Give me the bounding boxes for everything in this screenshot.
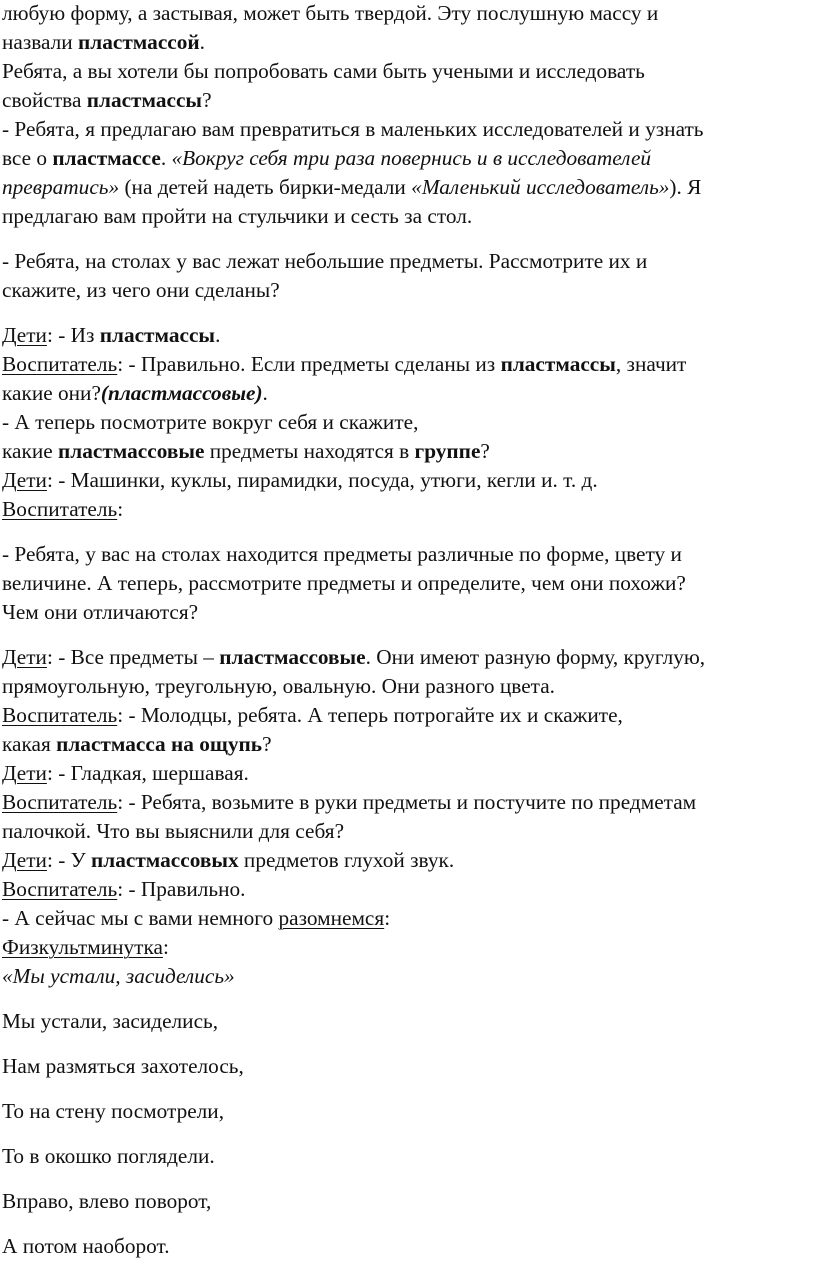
- text-line: [2, 1053, 244, 1079]
- text-run: :: [162, 935, 169, 959]
- text-run: группе: [414, 439, 481, 463]
- text-run: предлагаю вам пройти на стульчики и сесть за стол.: [2, 204, 473, 228]
- text-run: . Они имеют разную форму, круглую,: [365, 645, 706, 669]
- text-line: [2, 541, 682, 567]
- text-run: пластмассы: [99, 323, 216, 347]
- text-run: Дети: [2, 761, 47, 785]
- text-line: [2, 644, 705, 670]
- text-run: - Ребята, я предлагаю вам превратиться в маленьких исследователей и узнать: [2, 117, 704, 141]
- text-run: А потом наоборот.: [2, 1234, 170, 1258]
- text-run: прямоугольную, треугольную, овальную. Они разного цвета.: [2, 674, 555, 698]
- text-run: свойства: [2, 88, 87, 112]
- text-run: пластмассы: [86, 88, 203, 112]
- text-run: Вправо, влево поворот,: [2, 1189, 212, 1213]
- text-run: Воспитатель: [2, 497, 118, 521]
- text-run: : - Из: [46, 323, 100, 347]
- text-run: превратись»: [2, 175, 120, 199]
- text-run: То на стену посмотрели,: [2, 1099, 225, 1123]
- text-run: Дети: [2, 645, 47, 669]
- text-run: , значит: [615, 352, 687, 376]
- text-line: [2, 87, 212, 113]
- text-line: [2, 963, 235, 989]
- text-run: - Ребята, у вас на столах находится предметы различные по форме, цвету и: [2, 542, 682, 566]
- text-run: палочкой. Что вы выяснили для себя?: [2, 819, 345, 843]
- text-line: [2, 409, 418, 435]
- text-run: : - Правильно. Если предметы сделаны из: [117, 352, 501, 376]
- text-run: Воспитатель: [2, 790, 118, 814]
- text-run: .: [199, 30, 205, 54]
- text-line: [2, 1233, 170, 1259]
- text-run: «Мы устали, засиделись»: [2, 964, 235, 988]
- text-line: [2, 380, 268, 406]
- text-line: [2, 1098, 224, 1124]
- text-line: [2, 29, 205, 55]
- text-run: ?: [262, 732, 272, 756]
- text-run: пластмассе: [52, 146, 161, 170]
- text-line: [2, 760, 249, 786]
- text-run: Чем они отличаются?: [2, 600, 199, 624]
- text-run: Физкультминутка: [2, 935, 163, 959]
- text-run: предметы находятся в: [204, 439, 415, 463]
- text-line: [2, 1188, 211, 1214]
- text-run: какие они?: [2, 381, 101, 405]
- text-run: величине. А теперь, рассмотрите предметы и определите, чем они похожи?: [2, 571, 686, 595]
- text-run: назвали: [2, 30, 79, 54]
- text-run: какие: [2, 439, 58, 463]
- text-run: ?: [480, 439, 490, 463]
- text-line: [2, 277, 280, 303]
- text-line: [2, 570, 686, 596]
- text-line: [2, 438, 490, 464]
- text-line: [2, 818, 344, 844]
- text-run: пластмассовые: [219, 645, 366, 669]
- text-run: :: [384, 906, 391, 930]
- text-run: То в окошко поглядели.: [2, 1144, 215, 1168]
- text-run: Дети: [2, 468, 47, 492]
- text-line: [2, 145, 651, 171]
- text-run: : - Машинки, куклы, пирамидки, посуда, утюги, кегли и. т. д.: [46, 468, 598, 492]
- text-run: пластмассовых: [91, 848, 239, 872]
- text-line: [2, 467, 598, 493]
- text-run: (пластмассовые): [100, 381, 263, 405]
- text-run: пластмассы: [500, 352, 616, 376]
- text-run: любую форму, а застывая, может быть твердой. Эту послушную массу и: [2, 1, 659, 25]
- text-run: Воспитатель: [2, 352, 118, 376]
- text-run: .: [215, 323, 221, 347]
- text-run: Воспитатель: [2, 703, 118, 727]
- text-line: [2, 203, 472, 229]
- text-run: «Маленький исследователь»: [411, 175, 670, 199]
- text-line: [2, 248, 647, 274]
- text-line: [2, 905, 390, 931]
- text-line: [2, 116, 704, 142]
- text-run: «Вокруг себя три раза повернись и в исследователей: [171, 146, 652, 170]
- text-run: разомнемся: [278, 906, 385, 930]
- text-line: [2, 731, 272, 757]
- text-line: [2, 322, 220, 348]
- text-run: .: [262, 381, 268, 405]
- text-line: [2, 789, 696, 815]
- text-run: - А сейчас мы с вами немного: [2, 906, 279, 930]
- text-line: [2, 876, 246, 902]
- text-run: : - Молодцы, ребята. А теперь потрогайте их и скажите,: [117, 703, 623, 727]
- text-line: [2, 934, 169, 960]
- text-run: (на детей надеть бирки-медали: [119, 175, 412, 199]
- text-run: : - Все предметы –: [46, 645, 220, 669]
- text-line: [2, 1143, 215, 1169]
- text-line: [2, 496, 123, 522]
- text-run: Дети: [2, 848, 47, 872]
- text-run: предметов глухой звук.: [238, 848, 455, 872]
- text-run: .: [160, 146, 172, 170]
- text-run: Ребята, а вы хотели бы попробовать сами быть учеными и исследовать: [2, 59, 645, 83]
- text-line: [2, 351, 686, 377]
- text-run: скажите, из чего они сделаны?: [2, 278, 280, 302]
- text-run: - Ребята, на столах у вас лежат небольшие предметы. Рассмотрите их и: [2, 249, 648, 273]
- text-run: : - Гладкая, шершавая.: [46, 761, 249, 785]
- text-run: Воспитатель: [2, 877, 118, 901]
- text-run: все о: [2, 146, 53, 170]
- text-line: [2, 673, 555, 699]
- text-line: [2, 174, 701, 200]
- text-run: пластмассовые: [58, 439, 205, 463]
- text-line: [2, 599, 198, 625]
- text-run: пластмассой: [78, 30, 200, 54]
- text-run: Дети: [2, 323, 47, 347]
- text-run: какая: [2, 732, 57, 756]
- text-run: пластмасса на ощупь: [56, 732, 263, 756]
- text-run: Нам размяться захотелось,: [2, 1054, 244, 1078]
- text-run: : - У: [46, 848, 92, 872]
- text-line: [2, 847, 454, 873]
- text-run: :: [117, 497, 124, 521]
- text-line: [2, 702, 623, 728]
- text-line: [2, 1008, 218, 1034]
- text-run: : - Ребята, возьмите в руки предметы и постучите по предметам: [117, 790, 697, 814]
- text-run: ). Я: [669, 175, 702, 199]
- text-run: : - Правильно.: [117, 877, 246, 901]
- text-line: [2, 58, 645, 84]
- text-run: ?: [202, 88, 212, 112]
- text-line: [2, 0, 658, 26]
- text-run: - А теперь посмотрите вокруг себя и скажите,: [2, 410, 419, 434]
- text-run: Мы устали, засиделись,: [2, 1009, 219, 1033]
